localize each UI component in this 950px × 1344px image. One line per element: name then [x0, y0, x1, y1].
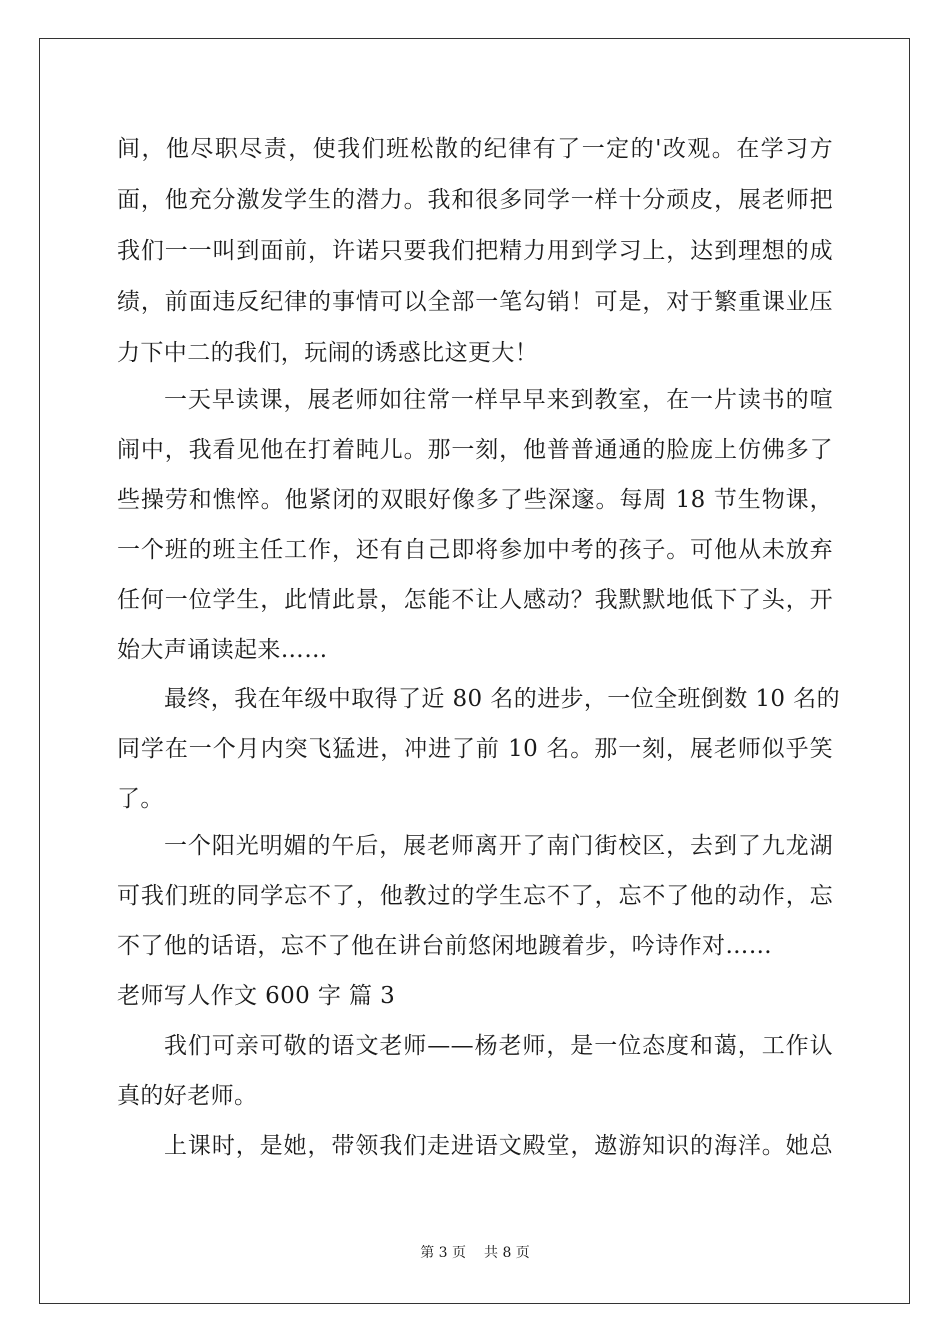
text-line: 了。	[117, 786, 164, 812]
text-line: 真的好老师。	[117, 1083, 258, 1109]
paragraph-start: 我们可亲可敬的语文老师——杨老师，是一位态度和蔼，工作认	[164, 1033, 833, 1059]
text-line: 任何一位学生，此情此景，怎能不让人感动？我默默地低下了头，开	[117, 587, 833, 613]
page-number: 第 3 页	[420, 1245, 466, 1261]
page-footer	[0, 1244, 950, 1262]
paragraph-start: 一天早读课，展老师如往常一样早早来到教室，在一片读书的喧	[164, 387, 833, 413]
text-line: 绩，前面违反纪律的事情可以全部一笔勾销！可是，对于繁重课业压	[117, 289, 833, 315]
page-total: 共 8 页	[484, 1245, 530, 1261]
text-line: 闹中，我看见他在打着盹儿。那一刻，他普普通通的脸庞上仿佛多了	[117, 437, 833, 463]
paragraph-start: 最终，我在年级中取得了近 80 名的进步，一位全班倒数 10 名的	[164, 686, 840, 712]
text-line: 间，他尽职尽责，使我们班松散的纪律有了一定的'改观。在学习方	[117, 136, 833, 162]
text-line: 始大声诵读起来……	[117, 637, 328, 663]
text-line: 不了他的话语，忘不了他在讲台前悠闲地踱着步，吟诗作对……	[117, 933, 773, 959]
text-line: 一个班的班主任工作，还有自己即将参加中考的孩子。可他从未放弃	[117, 537, 833, 563]
text-line: 同学在一个月内突飞猛进，冲进了前 10 名。那一刻，展老师似乎笑	[117, 736, 833, 762]
text-line: 力下中二的我们，玩闹的诱惑比这更大！	[117, 340, 539, 366]
section-heading: 老师写人作文 600 字 篇 3	[117, 983, 396, 1009]
paragraph-start: 一个阳光明媚的午后，展老师离开了南门街校区，去到了九龙湖	[164, 833, 833, 859]
paragraph-start: 上课时，是她，带领我们走进语文殿堂，遨游知识的海洋。她总	[164, 1133, 833, 1159]
page-border	[39, 38, 910, 1304]
text-line: 我们一一叫到面前，许诺只要我们把精力用到学习上，达到理想的成	[117, 238, 833, 264]
text-line: 可我们班的同学忘不了，他教过的学生忘不了，忘不了他的动作，忘	[117, 883, 833, 909]
text-line: 面，他充分激发学生的潜力。我和很多同学一样十分顽皮，展老师把	[117, 187, 833, 213]
text-line: 些操劳和憔悴。他紧闭的双眼好像多了些深邃。每周 18 节生物课，	[117, 487, 833, 513]
